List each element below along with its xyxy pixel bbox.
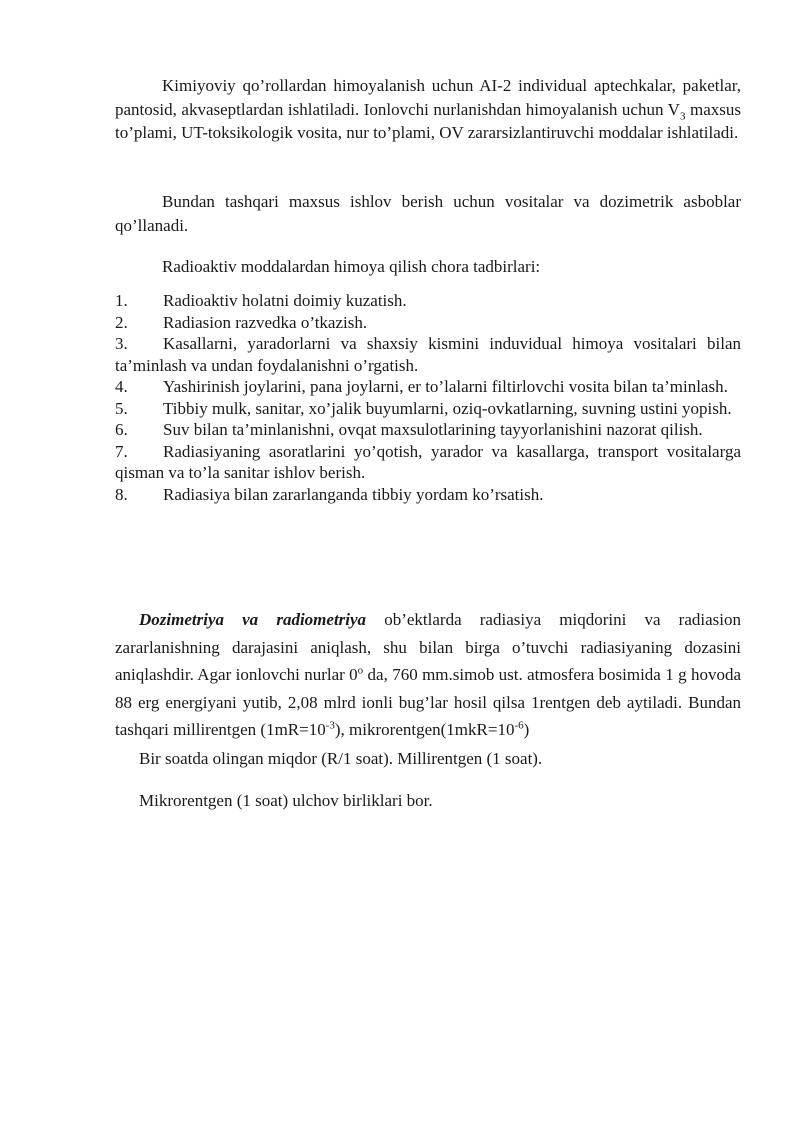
- paragraph-text: ), mikrorentgen(1mkR=10: [334, 720, 515, 739]
- paragraph-dosimetric-devices: Bundan tashqari maxsus ishlov berish uchun vositalar va dozimetrik asboblar qo’llanadi.: [115, 192, 741, 235]
- list-item: [115, 333, 741, 376]
- paragraph-text: ): [523, 720, 530, 739]
- paragraph-text: maxsus to’plami, UT-toksikologik vosita, nur to’plami, OV zararsizlantiruvchi moddalar ishlatiladi.: [115, 99, 742, 142]
- list-item: [115, 376, 741, 398]
- list-number: 8.: [115, 484, 128, 504]
- superscript: -3: [325, 719, 335, 732]
- list-text: Tibbiy mulk, sanitar, xo’jalik buyumlarni, oziq-ovkatlarning, suvning ustini yopish.: [163, 398, 732, 418]
- list-item: [115, 441, 741, 484]
- list-number: 3.: [115, 334, 128, 353]
- list-number: 6.: [115, 420, 128, 439]
- superscript: -6: [514, 719, 524, 732]
- list-item: [115, 398, 741, 420]
- list-item: [115, 419, 741, 441]
- list-number: 5.: [115, 398, 128, 418]
- list-number: 7.: [115, 441, 128, 461]
- list-text: Suv bilan ta’minlanishni, ovqat maxsulotlarining tayyorlanishini nazorat qilish.: [163, 420, 703, 439]
- list-number: 2.: [115, 312, 128, 332]
- list-text: Radioaktiv holatni doimiy kuzatish.: [163, 291, 407, 310]
- list-text: Kasallarni, yaradorlarni va shaxsiy kismini induvidual himoya vositalari bilan ta’minlash va undan foydalanishni o’rgatish.: [115, 334, 741, 375]
- paragraph-text: da, 760 mm.simob ust. atmosfera bosimida 1 g hovoda 88 erg energiyani yutib, 2,08 mlrd ionli bug’lar hosil qilsa 1rentgen deb aytiladi. Bundan tashqari millirentgen (1mR=10: [115, 665, 741, 739]
- list-item: [115, 312, 741, 334]
- paragraph-dosimetry-definition: [115, 606, 741, 744]
- measures-list: [115, 290, 741, 505]
- paragraph-hourly-dose: Bir soatda olingan miqdor (R/1 soat). Millirentgen (1 soat).: [139, 749, 543, 768]
- paragraph-units: Mikrorentgen (1 soat) ulchov birliklari bor.: [139, 791, 433, 810]
- paragraph-protection-means: [115, 74, 741, 145]
- list-number: 4.: [115, 377, 128, 396]
- term-dosimetry: Dozimetriya va radiometriya: [139, 610, 367, 629]
- paragraph-text: Kimiyoviy qo’rollardan himoyalanish uchun AI-2 individual aptechkalar, paketlar, pantosid, akvaseptlardan ishlatiladi. Ionlovchi nurlanishdan himoyalanish uchun V: [115, 76, 741, 119]
- list-text: Radiasiya bilan zararlanganda tibbiy yordam ko’rsatish.: [163, 484, 544, 504]
- list-number: 1.: [115, 291, 128, 310]
- list-text: Radiasion razvedka o’tkazish.: [163, 312, 368, 332]
- list-item: [115, 290, 741, 312]
- paragraph-text: ob’ektlarda radiasiya miqdorini va radiasion zararlanishning darajasini aniqlash, shu bilan birga o’tuvchi radiasiyaning dozasini aniqlashdir. Agar ionlovchi nurlar 0: [115, 610, 741, 684]
- superscript: o: [357, 664, 364, 677]
- list-text: Yashirinish joylarini, pana joylarni, er to’lalarni filtirlovchi vosita bilan ta’minlash.: [163, 377, 728, 396]
- list-item: [115, 484, 741, 506]
- subscript: 3: [679, 109, 686, 122]
- paragraph-measures-heading: Radioaktiv moddalardan himoya qilish chora tadbirlari:: [162, 257, 541, 276]
- list-text: Radiasiyaning asoratlarini yo’qotish, yarador va kasallarga, transport vositalarga qisman va to’la sanitar ishlov berish.: [115, 441, 741, 482]
